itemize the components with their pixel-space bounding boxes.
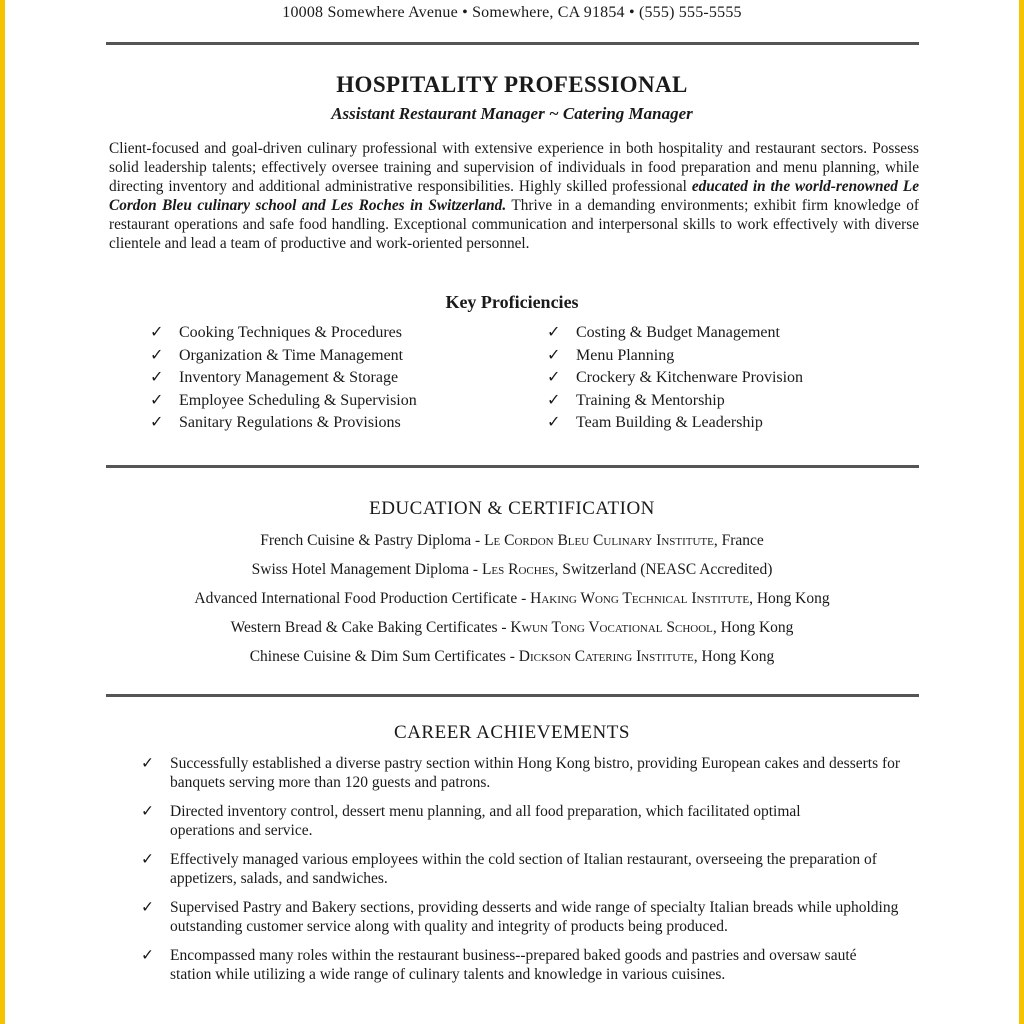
contact-address: 10008 Somewhere Avenue • Somewhere, CA 91854 • (555) 555-5555 [282,4,742,21]
check-icon: ✓ [547,324,561,341]
divider-rule [106,465,919,468]
education-item: Chinese Cuisine & Dim Sum Certificates - Dickson Catering Institute, Hong Kong [249,648,775,665]
achievement-item: ✓ Effectively managed various employees within the cold section of Italian restaurant, overseeing the preparation of appetizers, salads, and sandwiches. [141,851,877,887]
institution-name: Kwun Tong Vocational School [510,619,713,636]
check-icon: ✓ [150,346,164,364]
divider-rule [106,42,919,45]
check-icon: ✓ [141,755,154,772]
education-heading: EDUCATION & CERTIFICATION [369,498,655,519]
proficiencies-heading: Key Proficiencies [445,292,579,312]
proficiency-item: ✓ Employee Scheduling & Supervision [150,390,417,413]
achievement-item: ✓ Supervised Pastry and Bakery sections, providing desserts and wide range of specialty Italian breads while upholding outstanding customer service along with quality and integrity of products being produced. [141,899,899,935]
proficiency-item: ✓ Inventory Management & Storage [150,367,417,390]
proficiency-item: ✓ Team Building & Leadership [547,412,803,435]
achievements-list [141,754,921,984]
proficiency-item: ✓ Menu Planning [547,345,803,368]
resume-title: HOSPITALITY PROFESSIONAL [336,72,688,97]
proficiency-item: ✓ Sanitary Regulations & Provisions [150,412,417,435]
achievement-item: ✓ Encompassed many roles within the restaurant business--prepared baked goods and pastries and oversaw sauté station while utilizing a wide range of culinary talents and knowledge in various cuisines. [141,947,857,983]
summary-text-1: Client-focused and goal-driven culinary professional with extensive experience in both hospitality and restaurant sectors. Possess solid leadership talents; effectively oversee training and supervision of individuals in food preparation and menu planning, while directing inventory and additional administrative responsibilities. Highly skilled professional [109,140,919,195]
check-icon: ✓ [547,391,561,409]
institution-name: Le Cordon Bleu Culinary Institute [484,532,714,549]
institution-name: Haking Wong Technical Institute [530,590,750,607]
check-icon: ✓ [141,899,154,916]
achievements-heading: CAREER ACHIEVEMENTS [394,722,630,743]
resume-subtitle: Assistant Restaurant Manager ~ Catering Manager [331,104,693,123]
summary-emphasis: educated in the world-renowned Le Cordon Bleu culinary school and Les Roches in Switzerland. [109,178,919,214]
check-icon: ✓ [547,369,561,386]
proficiency-item: ✓ Costing & Budget Management [547,322,803,345]
proficiencies-left-list [150,322,417,435]
summary-paragraph [109,139,919,253]
proficiency-item: ✓ Organization & Time Management [150,345,417,368]
resume-page [5,0,1019,1024]
check-icon: ✓ [150,369,164,386]
check-icon: ✓ [141,803,154,820]
check-icon: ✓ [547,414,561,431]
education-item: Western Bread & Cake Baking Certificates - Kwun Tong Vocational School, Hong Kong [230,619,794,636]
proficiency-item: ✓ Crockery & Kitchenware Provision [547,367,803,390]
check-icon: ✓ [150,391,164,409]
institution-name: Dickson Catering Institute [518,648,694,665]
proficiency-item: ✓ Cooking Techniques & Procedures [150,322,417,345]
education-item: Advanced International Food Production Certificate - Haking Wong Technical Institute, Hong Kong [194,590,830,607]
divider-rule [106,694,919,697]
summary-text-2: Thrive in a demanding environments; exhibit firm knowledge of restaurant operations and safe food handling. Exceptional communication and interpersonal skills to work effectively with diverse clientele and lead a team of productive and work-oriented personnel. [109,197,919,252]
education-item: French Cuisine & Pastry Diploma - Le Cordon Bleu Culinary Institute, France [260,532,764,549]
education-item: Swiss Hotel Management Diploma - Les Roches, Switzerland (NEASC Accredited) [251,561,773,578]
check-icon: ✓ [150,414,164,431]
check-icon: ✓ [141,851,154,868]
achievement-item: ✓ Directed inventory control, dessert menu planning, and all food preparation, which facilitated optimal operations and service. [141,803,801,839]
check-icon: ✓ [150,324,164,341]
achievement-item: ✓ Successfully established a diverse pastry section within Hong Kong bistro, providing European cakes and desserts for banquets serving more than 120 guests and patrons. [141,755,901,791]
institution-name: Les Roches [481,561,555,578]
check-icon: ✓ [547,346,561,364]
education-list [5,530,1019,675]
proficiencies-right-list [547,322,803,435]
proficiency-item: ✓ Training & Mentorship [547,390,803,413]
check-icon: ✓ [141,947,154,964]
